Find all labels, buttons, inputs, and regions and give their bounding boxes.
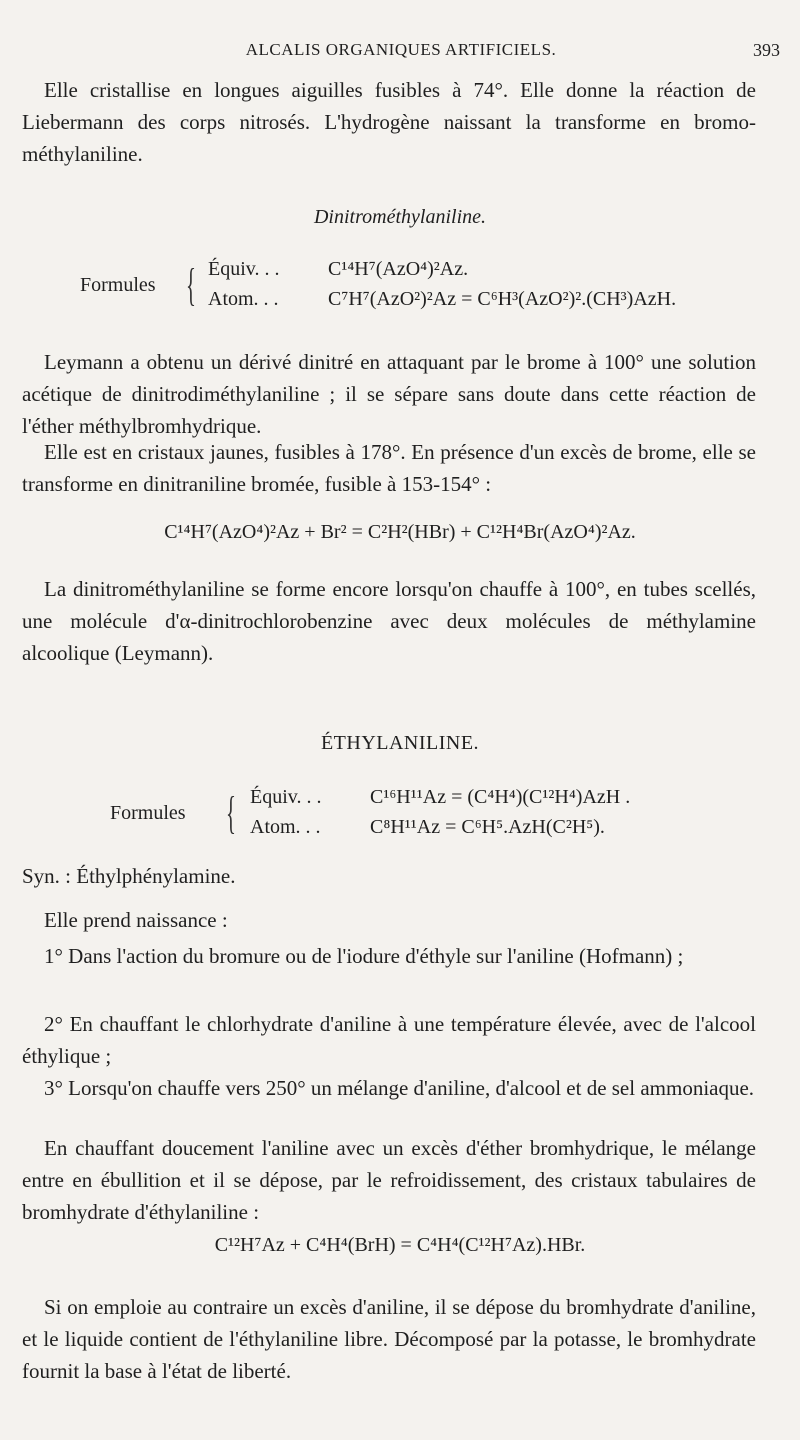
equiv-formula: C¹⁶H¹¹Az = (C⁴H⁴)(C¹²H⁴)AzH . xyxy=(370,786,631,808)
equiv-formula: C¹⁴H⁷(AzO⁴)²Az. xyxy=(328,258,469,280)
equiv-label: Équiv. . . xyxy=(208,258,280,280)
equation-bromination: C¹⁴H⁷(AzO⁴)²Az + Br² = C²H²(HBr) + C¹²H⁴Br(AzO⁴)²Az. xyxy=(164,521,636,543)
paragraph-origin: Elle prend naissance : xyxy=(44,908,228,932)
formula-label: Formules xyxy=(110,802,186,824)
synonym-line: Syn. : Éthylphénylamine. xyxy=(22,864,236,888)
paragraph-formation: La dinitrométhylaniline se forme encore lorsqu'on chauffe à 100°, en tubes scellés, une molécule d'α-dinitrochlorobenzine avec deux molécules de méthylamine alcoolique (Leymann). xyxy=(22,577,756,665)
list-item-hofmann: 1° Dans l'action du bromure ou de l'iodure d'éthyle sur l'aniline (Hofmann) ; xyxy=(44,944,684,968)
atom-label: Atom. . . xyxy=(208,288,279,310)
atom-formula: C⁸H¹¹Az = C⁶H⁵.AzH(C²H⁵). xyxy=(370,816,605,838)
section-title-dinitromethylaniline: Dinitrométhylaniline. xyxy=(313,206,486,228)
brace-icon: { xyxy=(186,259,196,310)
equation-ethylation: C¹²H⁷Az + C⁴H⁴(BrH) = C⁴H⁴(C¹²H⁷Az).HBr. xyxy=(214,1234,586,1256)
formula-block-dinitromethylaniline xyxy=(0,258,800,314)
brace-icon: { xyxy=(226,787,236,838)
formula-block-ethylaniline xyxy=(0,786,800,842)
paragraph-bromhydrate: En chauffant doucement l'aniline avec un excès d'éther bromhydrique, le mélange entre en ébullition et il se dépose, par le refroidissement, des cristaux tabulaires de bromhydrate d'éthylaniline : xyxy=(22,1136,756,1224)
running-title: ALCALIS ORGANIQUES ARTIFICIELS. xyxy=(245,40,557,59)
section-title-ethylaniline: ÉTHYLANILINE. xyxy=(320,732,480,754)
paragraph-crystals: Elle est en cristaux jaunes, fusibles à 178°. En présence d'un excès de brome, elle se transforme en dinitraniline bromée, fusible à 153-154° : xyxy=(22,440,756,496)
atom-label: Atom. . . xyxy=(250,816,321,838)
page-header xyxy=(22,40,780,66)
page-number: 393 xyxy=(753,40,780,60)
atom-formula: C⁷H⁷(AzO²)²Az = C⁶H³(AzO²)².(CH³)AzH. xyxy=(328,288,677,310)
formula-label: Formules xyxy=(80,274,156,296)
list-item-ammoniaque: 3° Lorsqu'on chauffe vers 250° un mélange d'aniline, d'alcool et de sel ammoniaque. xyxy=(44,1076,755,1100)
paragraph-melting-point: Elle cristallise en longues aiguilles fusibles à 74°. Elle donne la réaction de Liebermann des corps nitrosés. L'hydrogène naissant la transforme en bromo-méthylaniline. xyxy=(22,78,756,166)
equiv-label: Équiv. . . xyxy=(250,786,322,808)
paragraph-leymann: Leymann a obtenu un dérivé dinitré en attaquant par le brome à 100° une solution acétique de dinitrodiméthylaniline ; il se sépare sans doute dans cette réaction de l'éther méthylbromhydrique. xyxy=(22,350,756,438)
paragraph-excess-aniline: Si on emploie au contraire un excès d'aniline, il se dépose du bromhydrate d'aniline, et le liquide contient de l'éthylaniline libre. Décomposé par la potasse, le bromhydrate fournit la base à l'état de liberté. xyxy=(22,1295,756,1383)
list-item-chlorhydrate: 2° En chauffant le chlorhydrate d'aniline à une température élevée, avec de l'alcool éthylique ; xyxy=(22,1012,756,1068)
